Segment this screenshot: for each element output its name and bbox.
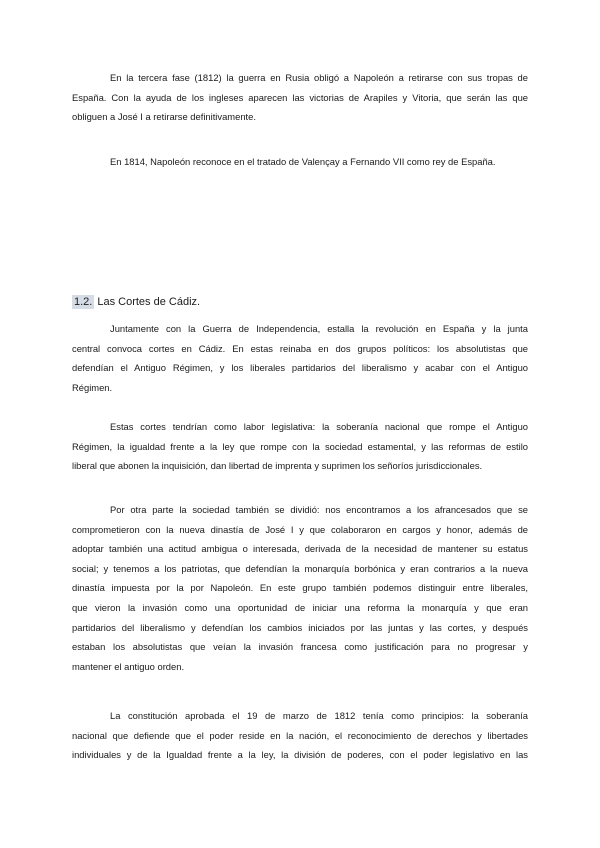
text-line: adoptar también una actitud ambigua o interesada, derivada de la necesidad de mantener su estatus (72, 543, 528, 555)
paragraph-valencay-treaty (72, 152, 528, 172)
text-line: defendían el Antiguo Régimen, y los liberales partidarios del liberalismo y acabar con el Antiguo (72, 362, 528, 374)
text-line: En la tercera fase (1812) la guerra en Rusia obligó a Napoleón a retirarse con sus tropas de (110, 72, 528, 83)
text-line: Estas cortes tendrían como labor legislativa: la soberanía nacional que rompe el Antiguo (110, 421, 528, 432)
text-line: En 1814, Napoleón reconoce en el tratado de Valençay a Fernando VII como rey de España. (110, 156, 496, 167)
text-line: Régimen, la igualdad frente a la ley que rompe con la sociedad estamental, y las reformas de estilo (72, 440, 528, 452)
text-line: España. Con la ayuda de los ingleses aparecen las victorias de Arapiles y Vitoria, que serán las que (72, 91, 528, 103)
paragraph-third-phase (72, 68, 528, 127)
text-line: La constitución aprobada el 19 de marzo de 1812 tenía como principios: la soberanía (110, 710, 528, 721)
section-number: 1.2. (74, 296, 93, 308)
text-line: mantener el antiguo orden. (72, 660, 185, 672)
text-line: obliguen a José I a retirarse definitivamente. (72, 111, 256, 123)
section-title: Las Cortes de Cádiz. (97, 296, 201, 308)
text-line: comprometieron con la nueva dinastía de José I y que colaboraron en cargos y honor, además de (72, 523, 528, 535)
paragraph-cortes-intro (72, 319, 528, 397)
text-line: Juntamente con la Guerra de Independencia, estalla la revolución en España y la junta (110, 323, 528, 334)
text-line: Por otra parte la sociedad también se dividió: nos encontramos a los afrancesados que se (110, 504, 528, 515)
text-line: estaban los absolutistas que veían la invasión francesa como justificación para no progresar y (72, 641, 528, 653)
text-line: partidarios del liberalismo y defendían los cambios iniciados por las juntas y las cortes, y después (72, 621, 528, 633)
text-line: individuales y de la Igualdad frente a la ley, la división de poderes, con el poder legislativo en las (72, 749, 528, 761)
paragraph-cortes-labor (72, 417, 528, 476)
text-line: social; y tenemos a los patriotas, que defendían la monarquía borbónica y eran contrarios a la nueva (72, 562, 528, 574)
text-line: liberal que abonen la inquisición, dan libertad de imprenta y suprimen los señoríos jurisdiccionales. (72, 460, 483, 472)
section-heading (72, 294, 200, 310)
text-line: que vieron la invasión como una oportunidad de iniciar una reforma la monarquía y que eran (72, 601, 528, 613)
text-line: nacional que defiende que el poder reside en la nación, el reconocimiento de derechos y libertades (72, 729, 528, 741)
text-line: central convoca cortes en Cádiz. En estas reinaba en dos grupos políticos: los absolutistas que (72, 342, 528, 354)
paragraph-constitution-1812 (72, 706, 528, 765)
text-line: dinastía impuesta por la por Napoleón. En este grupo también podemos distinguir entre liberales, (72, 582, 528, 594)
text-line: Régimen. (72, 381, 113, 393)
paragraph-society-divided (72, 500, 528, 676)
